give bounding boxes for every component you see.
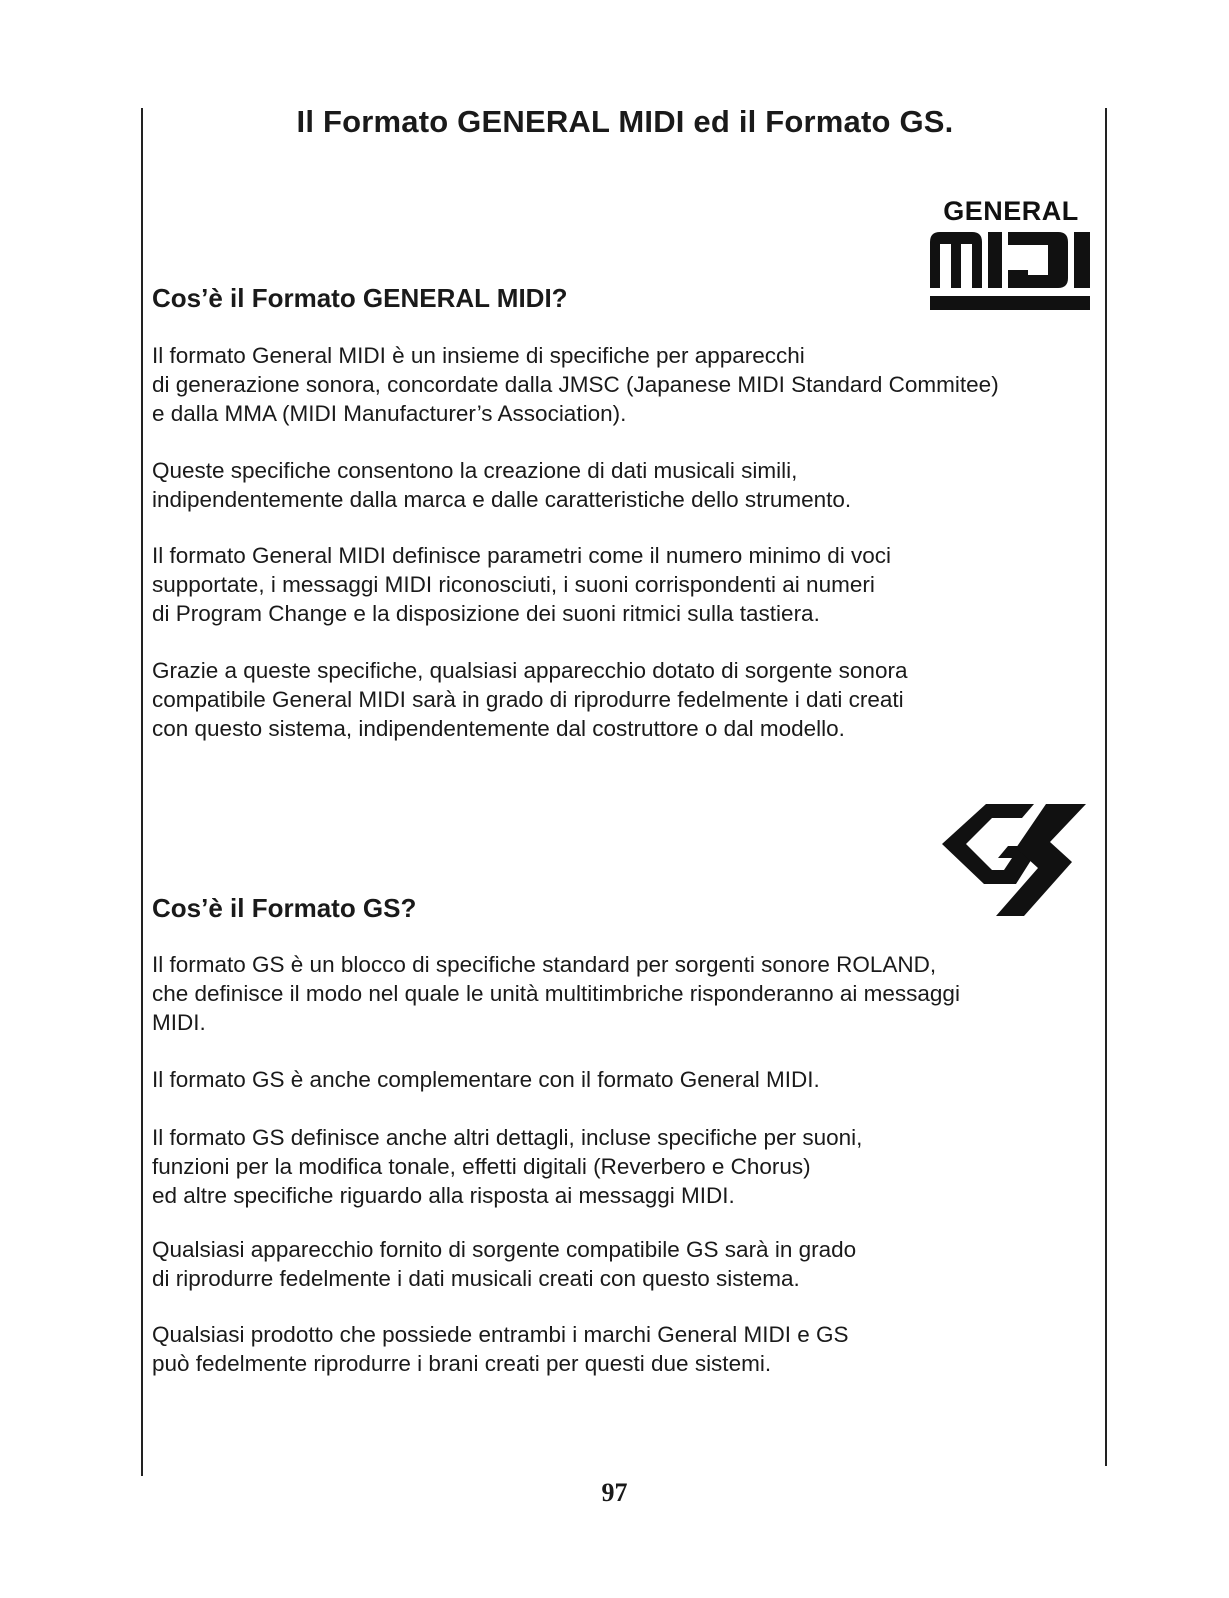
text-line: indipendentemente dalla marca e dalle caratteristiche dello strumento.: [152, 487, 852, 512]
section-heading-gs: Cos’è il Formato GS?: [152, 893, 417, 923]
text-line: di Program Change e la disposizione dei suoni ritmici sulla tastiera.: [152, 601, 820, 626]
general-midi-logo-word: GENERAL: [943, 196, 1079, 226]
text-line: Il formato General MIDI è un insieme di specifiche per apparecchi: [152, 343, 805, 368]
general-midi-logo: [928, 196, 1094, 314]
text-line: compatibile General MIDI sarà in grado di riprodurre fedelmente i dati creati: [152, 687, 904, 712]
gs-logo: [938, 800, 1088, 925]
text-line: di generazione sonora, concordate dalla JMSC (Japanese MIDI Standard Commitee): [152, 372, 999, 397]
gs-paragraph-3: [152, 1123, 1092, 1210]
gm-paragraph-4: [152, 656, 1092, 743]
gs-logo-mark-icon: [938, 800, 1088, 920]
text-line: MIDI.: [152, 1010, 206, 1035]
gm-paragraph-2: [152, 456, 1092, 514]
text-line: supportate, i messaggi MIDI riconosciuti, i suoni corrispondenti ai numeri: [152, 572, 875, 597]
text-line: di riprodurre fedelmente i dati musicali creati con questo sistema.: [152, 1266, 800, 1291]
text-line: Il formato GS è un blocco di specifiche standard per sorgenti sonore ROLAND,: [152, 952, 937, 977]
text-line: Qualsiasi apparecchio fornito di sorgente compatibile GS sarà in grado: [152, 1237, 857, 1262]
gm-paragraph-1: [152, 341, 1092, 428]
text-line: Queste specifiche consentono la creazione di dati musicali simili,: [152, 458, 798, 483]
text-line: funzioni per la modifica tonale, effetti digitali (Reverbero e Chorus): [152, 1154, 811, 1179]
right-margin-rule: [1105, 108, 1107, 1466]
text-line: Il formato GS definisce anche altri dettagli, incluse specifiche per suoni,: [152, 1125, 863, 1150]
gs-paragraph-1: [152, 950, 1092, 1037]
section-heading-general-midi: Cos’è il Formato GENERAL MIDI?: [152, 283, 568, 313]
text-line: Qualsiasi prodotto che possiede entrambi i marchi General MIDI e GS: [152, 1322, 849, 1347]
midi-logo-mark-icon: [928, 230, 1094, 312]
text-line: e dalla MMA (MIDI Manufacturer’s Association).: [152, 401, 627, 426]
page-number: 97: [601, 1478, 628, 1507]
text-line: può fedelmente riprodurre i brani creati per questi due sistemi.: [152, 1351, 772, 1376]
gm-paragraph-3: [152, 541, 1092, 628]
page-title: Il Formato GENERAL MIDI ed il Formato GS.: [296, 104, 954, 139]
text-line: Il formato GS è anche complementare con il formato General MIDI.: [152, 1067, 820, 1092]
gs-paragraph-5: [152, 1320, 1092, 1378]
gs-paragraph-2: [152, 1065, 1092, 1094]
gs-paragraph-4: [152, 1235, 1092, 1293]
text-line: che definisce il modo nel quale le unità multitimbriche risponderanno ai messaggi: [152, 981, 960, 1006]
text-line: con questo sistema, indipendentemente dal costruttore o dal modello.: [152, 716, 845, 741]
text-line: Il formato General MIDI definisce parametri come il numero minimo di voci: [152, 543, 892, 568]
left-margin-rule: [141, 108, 143, 1476]
text-line: Grazie a queste specifiche, qualsiasi apparecchio dotato di sorgente sonora: [152, 658, 908, 683]
text-line: ed altre specifiche riguardo alla risposta ai messaggi MIDI.: [152, 1183, 735, 1208]
